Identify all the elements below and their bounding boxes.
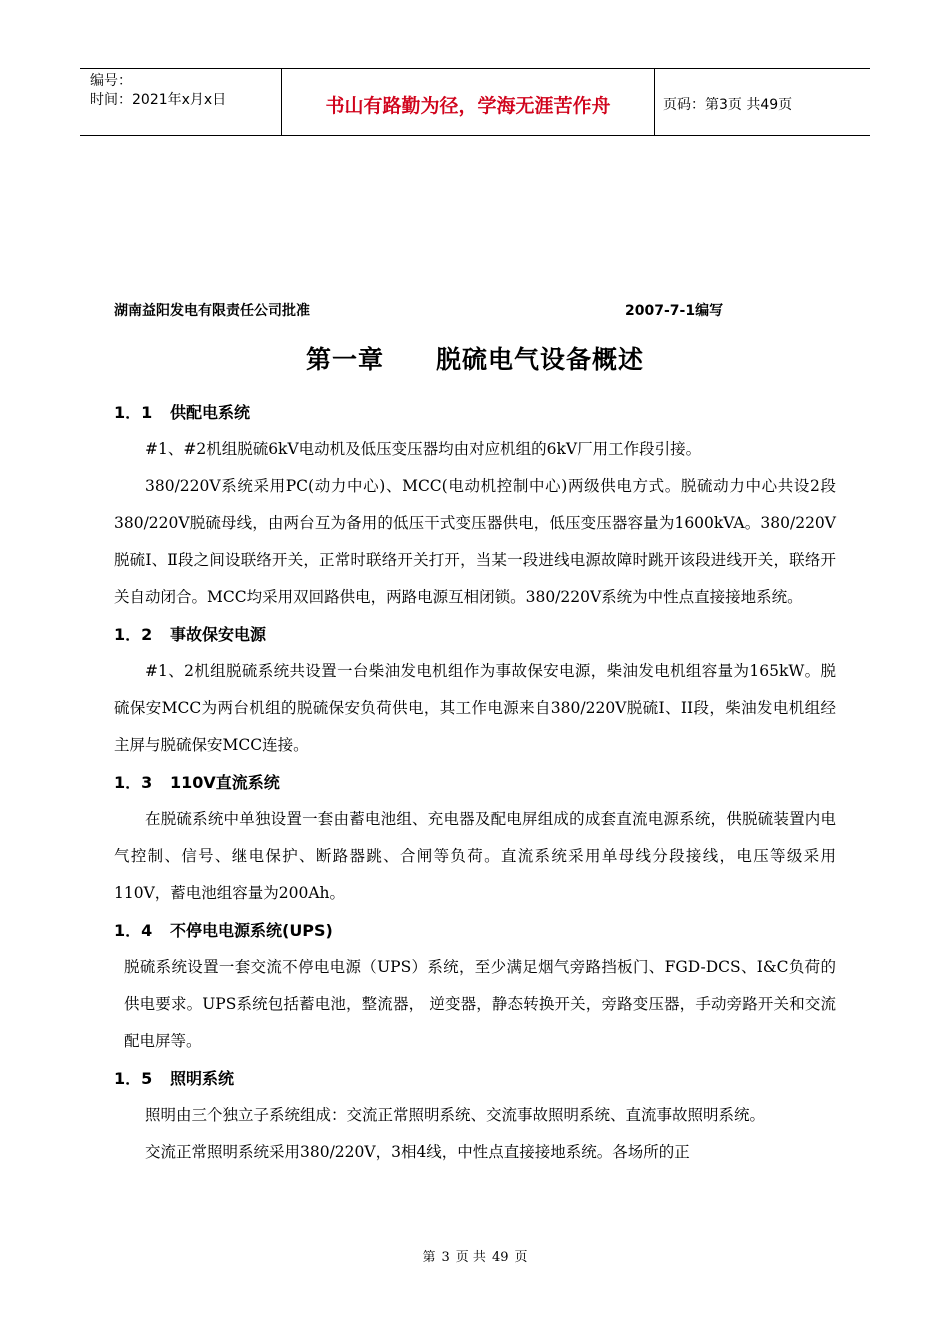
paragraph: #1、2机组脱硫系统共设置一台柴油发电机组作为事故保安电源，柴油发电机组容量为165kW。脱硫保安MCC为两台机组的脱硫保安负荷供电，其工作电源来自380/220V脱硫I、II段，柴油发电机组经主屏与脱硫保安MCC连接。	[114, 662, 836, 754]
chapter-title: 脱硫电气设备概述	[436, 345, 645, 374]
section-heading	[114, 912, 836, 949]
footer-prefix: 第	[422, 1250, 436, 1265]
section-title: 110V直流系统	[170, 773, 280, 792]
header-page-label: 页码：第3页 共49页	[663, 97, 793, 113]
footer-total-pages: 49	[491, 1250, 509, 1265]
section-heading	[114, 394, 836, 431]
paragraph: 380/220V系统采用PC(动力中心)、MCC(电动机控制中心)两级供电方式。脱硫动力中心共设2段380/220V脱硫母线，由两台互为备用的低压干式变压器供电，低压变压器容量为1600kVA。380/220V脱硫Ⅰ、Ⅱ段之间设联络开关，正常时联络开关打开，当某一段进线电源故障时跳开该段进线开关，联络开关自动闭合。MCC均采用双回路供电，两路电源互相闭锁。380/220V系统为中性点直接接地系统。	[114, 477, 836, 606]
header-meta-cell	[80, 69, 281, 135]
section-heading	[114, 616, 836, 653]
footer-page-number: 3	[441, 1250, 450, 1265]
section-title: 照明系统	[170, 1069, 235, 1088]
paragraph: 在脱硫系统中单独设置一套由蓄电池组、充电器及配电屏组成的成套直流电源系统，供脱硫装置内电气控制、信号、继电保护、断路器跳、合闸等负荷。直流系统采用单母线分段接线，电压等级采用110V，蓄电池组容量为200Ah。	[114, 810, 836, 902]
section-number: 1．4	[114, 921, 153, 940]
page-footer	[0, 1246, 950, 1265]
approval-written-date: 2007-7-1编写	[625, 303, 724, 319]
chapter-number: 第一章	[305, 345, 384, 374]
header-date-label: 时间：2021年x月x日	[90, 92, 227, 108]
paragraph: 交流正常照明系统采用380/220V，3相4线，中性点直接接地系统。各场所的正	[145, 1143, 690, 1161]
approval-company: 湖南益阳发电有限责任公司批准	[114, 303, 310, 319]
section-number: 1．3	[114, 773, 153, 792]
header-number-label: 编号：	[90, 73, 132, 89]
section-heading	[114, 764, 836, 801]
paragraph: #1、#2机组脱硫6kV电动机及低压变压器均由对应机组的6kV厂用工作段引接。	[145, 440, 702, 458]
section-number: 1．5	[114, 1069, 153, 1088]
section-number: 1．1	[114, 403, 153, 422]
section-heading	[114, 1060, 836, 1097]
paragraph: 照明由三个独立子系统组成：交流正常照明系统、交流事故照明系统、直流事故照明系统。	[145, 1106, 766, 1124]
document-body	[114, 394, 836, 1171]
chapter-heading	[0, 340, 950, 376]
section-title: 供配电系统	[170, 403, 251, 422]
header-table	[80, 68, 870, 136]
footer-middle: 页 共	[455, 1250, 486, 1265]
paragraph: 脱硫系统设置一套交流不停电电源（UPS）系统，至少满足烟气旁路挡板门、FGD-DCS、I&C负荷的供电要求。UPS系统包括蓄电池，整流器， 逆变器，静态转换开关，旁路变压器，手动旁路开关和交流配电屏等。	[124, 958, 836, 1050]
section-title: 不停电电源系统(UPS)	[170, 921, 333, 940]
header-motto: 书山有路勤为径，学海无涯苦作舟	[281, 69, 655, 135]
footer-suffix: 页	[514, 1250, 528, 1265]
section-number: 1．2	[114, 625, 153, 644]
section-title: 事故保安电源	[170, 625, 267, 644]
